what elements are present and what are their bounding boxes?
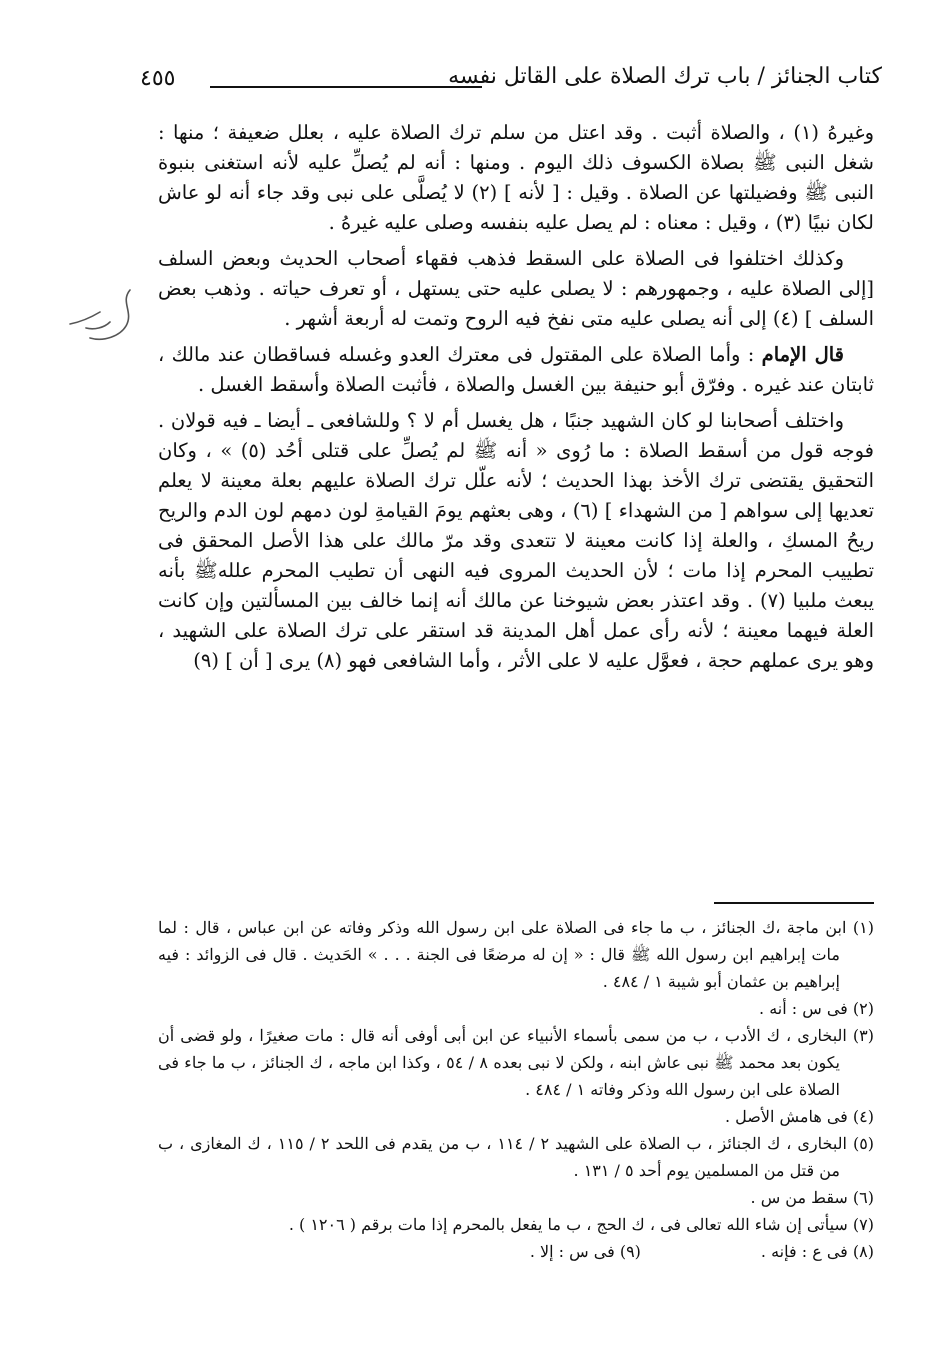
paragraph-3-text: : وأما الصلاة على المقتول فى معترك العدو وغسله فساقطان عند مالك ، ثابتان عند غيره . وفرّق أبو حنيفة بين الغسل والصلاة ، فأثبت الصلاة وأسقط الغسل . [158, 343, 874, 396]
paragraph-4-text: واختلف أصحابنا لو كان الشهيد جنبًا ، هل يغسل أم لا ؟ وللشافعى ـ أيضا ـ فيه قولان . فوجه قول من أسقط الصلاة : ما رُوى « أنه ﷺ لم يُصلِّ على قتلى أحُد (٥) » ، وكان التحقيق يقتضى ترك الأخذ بهذا الحديث ؛ لأنه علّل ترك الصلاة عليهم بعلة معينة لا يعلم تعديها إلى سواهم [ من الشهداء ] (٦) ، وهى بعثهم يومَ القيامةِ لون دمهم لون الدم والريح ريحُ المسكِ ، والعلة إذا كانت معينة لا تتعدى وقد مرّ مالك على هذا الأصل المحقق فى تطييب المحرم إذا مات ؛ لأن الحديث المروى فيه النهى أن تطيب المحرم عللهﷺ بأنه يبعث ملبيا (٧) . وقد اعتذر بعض شيوخنا عن مالك أنه إنما خالف بين المسألتين وإن كانت العلة فيهما معينة ؛ لأنه رأى عمل أهل المدينة قد استقر على ترك الصلاة على الشهيد ، وهو يرى عملهم حجة ، فعوَّل عليه لا على الأثر ، وأما الشافعى فهو (٨) يرى [ أن ] (٩) [158, 409, 875, 672]
paragraph-1-text: وغيرهُ (١) ، والصلاة أثبت . وقد اعتل من سلم ترك الصلاة عليه ، بعلل ضعيفة ؛ منها : شغل النبى ﷺ بصلاة الكسوف ذلك اليوم . ومنها : أنه لم يُصلِّ عليه لأنه استغنى بنبوة النبى ﷺ وفضيلتها عن الصلاة . وقيل : [ لأنه ] (٢) لا يُصلَّى على نبى وقد جاء أنه لو عاش لكان نبيًا (٣) ، وقيل : معناه : لم يصل عليه بنفسه وصلى عليه غيرهُ . [158, 121, 874, 234]
footnote-5: (٥) البخارى ، ك الجنائز ، ب الصلاة على الشهيد ٢ / ١١٤ ، ب من يقدم فى اللحد ٢ / ١١٥ ، ك المغازى ، ب من قتل من المسلمين يوم أحد ٥ / ١٣١ . [158, 1134, 875, 1180]
paragraph-2-text: وكذلك اختلفوا فى الصلاة على السقط فذهب فقهاء أصحاب الحديث وبعض السلف [إلى الصلاة عليه ، وجمهورهم : لا يصلى عليه حتى يستهل ، أو تعرف حياته . وذهب بعض السلف ] (٤) إلى أنه يصلى عليه متى نفخ فيه الروح وتمت له أربعة أشهر . [158, 247, 874, 330]
page-number: ٤٥٥ [140, 66, 176, 91]
running-header [140, 60, 882, 100]
paragraph-3 [158, 340, 874, 400]
paragraph-3-lead: قال الإمام [761, 343, 845, 366]
footnote-1: (١) ابن ماجة ،ك الجنائز ، ب ما جاء فى الصلاة على ابن رسول الله وذكر وفاته عن ابن عباس ، قال : لما مات إبراهيم ابن رسول الله ﷺ قال : « إن له مرضعًا فى الجنة . . . » الحَديث . قال فى الزوائد : فيه إبراهيم بن عثمان أبو شيبة ١ / ٤٨٤ . [158, 918, 874, 991]
header-title: كتاب الجنائز / باب ترك الصلاة على القاتل نفسه [448, 64, 882, 89]
main-text [158, 118, 874, 682]
footnote-9: (٩) فى س : إلا . [529, 1242, 641, 1261]
footnote-2: (٢) فى س : أنه . [759, 999, 874, 1018]
footnotes [158, 914, 874, 1265]
footnote-row-8-9 [158, 1238, 874, 1265]
footnote-7: (٧) سيأتى إن شاء الله تعالى فى ، ك الحج ، ب ما يفعل بالمحرم إذا مات برقم ( ١٢٠٦ ) . [288, 1215, 874, 1234]
paragraph-2 [158, 244, 874, 334]
header-rule [210, 86, 482, 88]
footnote-8: (٨) فى ع : فإنه . [760, 1242, 874, 1261]
footnote-rule [714, 902, 874, 904]
footnote-4: (٤) فى هامش الأصل . [724, 1107, 874, 1126]
handwritten-margin-mark [60, 282, 150, 352]
paragraph-4 [158, 406, 874, 676]
paragraph-1 [158, 118, 874, 238]
footnote-3: (٣) البخارى ، ك الأدب ، ب من سمى بأسماء الأنبياء عن ابن أبى أوفى أنه قال : مات صغيرًا ، ولو قضى أن يكون بعد محمد ﷺ نبى عاش ابنه ، ولكن لا نبى بعده ٨ / ٥٤ ، وكذا ابن ماجه ، ك الجنائز ، ب ما جاء فى الصلاة على ابن رسول الله وذكر وفاته ١ / ٤٨٤ . [158, 1026, 874, 1099]
footnote-6: (٦) سقط من س . [750, 1188, 874, 1207]
